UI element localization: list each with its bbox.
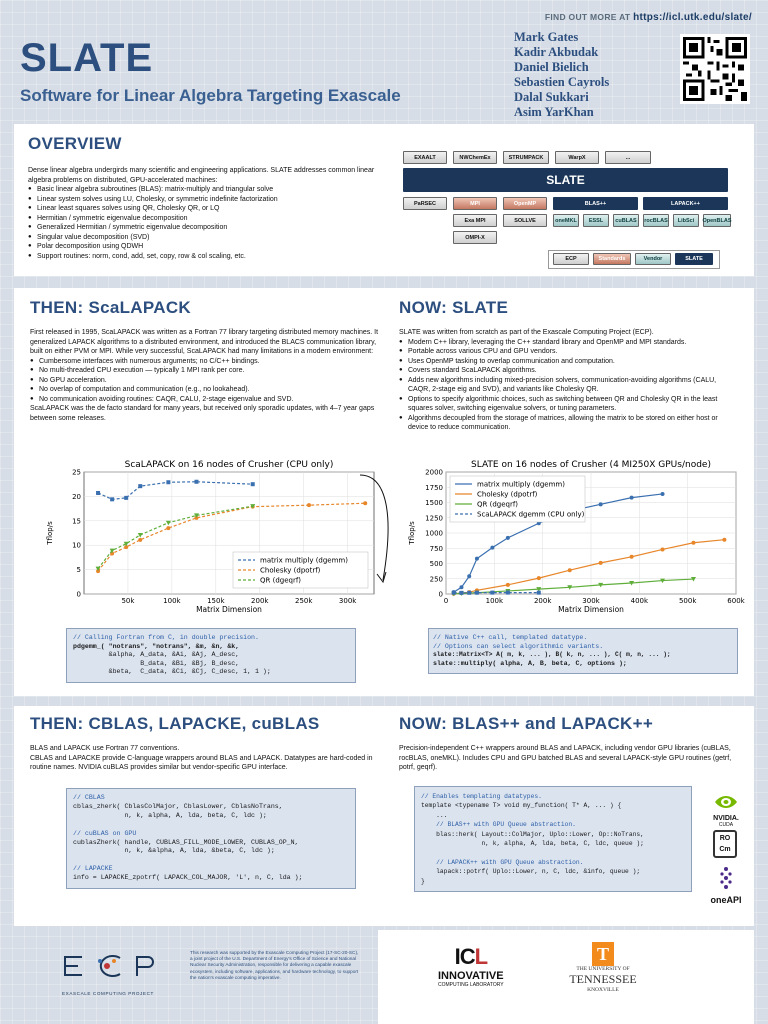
rocm-label-top: RO xyxy=(719,835,731,842)
funding-statement: This research was supported by the Exascale Computing Project (17-SC-20-SC), a joint project of the U.S. Department of Energy's Office of Science and National Nuclear Security Administration, responsible for delivering a capable exascale ecosystem, including software, applications, and hardware technology, to support the nation's exascale computing imperative. xyxy=(190,950,359,980)
oneapi-dots-icon xyxy=(716,866,736,890)
code-line: // Native C++ call, templated datatype. xyxy=(433,634,588,641)
legend-entry: Cholesky (dpotrf) xyxy=(477,490,538,499)
nvidia-label: NVIDIA. xyxy=(713,815,739,822)
y-tick-label: 0 xyxy=(438,590,443,599)
list-item: ● No multi-threaded CPU execution — typically 1 MPI rank per core. xyxy=(30,366,380,376)
y-tick-label: 25 xyxy=(72,468,81,477)
chart-title: ScaLAPACK on 16 nodes of Crusher (CPU only) xyxy=(124,460,334,470)
list-item: ● Hermitian / symmetric eigenvalue decomposition xyxy=(28,214,388,224)
x-tick-label: 250k xyxy=(294,597,313,605)
scalapack-chart xyxy=(42,458,382,628)
poster-subtitle: Software for Linear Algebra Targeting Exascale xyxy=(20,86,401,105)
data-point xyxy=(166,526,170,530)
code-line: // LAPACKE xyxy=(73,865,113,873)
oneapi-logo xyxy=(704,866,748,905)
data-point xyxy=(307,503,311,507)
oneapi-label: oneAPI xyxy=(710,895,742,905)
poster-title: SLATE xyxy=(20,36,154,80)
scalapack-bullets xyxy=(30,357,380,405)
stack-blaspp: BLAS++ xyxy=(553,197,638,210)
x-tick-label: 300k xyxy=(582,597,600,605)
legend-entry: QR (dgeqrf) xyxy=(260,576,302,585)
rocm-logo xyxy=(713,830,737,858)
now-slate-heading: NOW: SLATE xyxy=(399,298,509,317)
arrow-icon xyxy=(355,470,410,590)
code-line: pdgemm_( "notrans", "notrans", &m, &n, &k, xyxy=(73,642,240,650)
utk-line1: THE UNIVERSITY OF xyxy=(576,966,630,972)
y-tick-label: 1000 xyxy=(425,529,443,538)
code-line: // Calling Fortran from C, in double precision. xyxy=(73,634,259,641)
legend-entry: ScaLAPACK dgemm (CPU only) xyxy=(477,510,585,519)
data-point xyxy=(599,502,603,506)
stack-rocblas: rocBLAS xyxy=(643,214,669,227)
slate-text xyxy=(399,328,739,433)
author-name: Dalal Sukkari xyxy=(514,90,589,104)
list-item: ● Linear least squares solves using QR, Cholesky QR, or LQ xyxy=(28,204,388,214)
scalapack-paragraph: First released in 1995, ScaLAPACK was written as a Fortran 77 library targeting distributed memory machines. It generalized LAPACK algorithms to a distributed environment, and introduced the BLACS communication library, built on either PVM or MPI. While very successful, ScaLAPACK had many limitations in a modern environment: xyxy=(30,329,379,355)
legend-slate: SLATE xyxy=(675,253,713,265)
list-item: ● Covers standard ScaLAPACK algorithms. xyxy=(399,366,739,376)
cblas-text xyxy=(30,744,380,773)
blas-panel xyxy=(14,706,754,926)
data-point xyxy=(630,555,634,559)
data-point xyxy=(506,536,510,540)
code-line: n, k, alpha, A, lda, beta, C, ldc, queue ); xyxy=(421,840,644,848)
legend-entry: QR (dgeqrf) xyxy=(477,500,519,509)
stack-openmp: OpenMP xyxy=(503,197,547,210)
project-url-link[interactable]: https://icl.utk.edu/slate/ xyxy=(633,12,752,23)
data-point xyxy=(194,480,198,484)
icl-line1: INNOVATIVE xyxy=(438,970,504,982)
rocm-label-bottom: Cm xyxy=(719,846,731,853)
x-tick-label: 100k xyxy=(163,597,181,605)
utk-line2: TENNESSEE xyxy=(569,972,637,986)
overview-heading: OVERVIEW xyxy=(28,134,122,153)
list-item: ● Singular value decomposition (SVD) xyxy=(28,233,388,243)
x-tick-label: 200k xyxy=(251,597,269,605)
stack-parsec: PaRSEC xyxy=(403,197,447,210)
stack-slate: SLATE xyxy=(403,168,728,192)
code-line: cblas_zherk( CblasColMajor, CblasLower, CblasNoTrans, xyxy=(73,802,283,810)
scalapack-chart-svg xyxy=(42,458,382,628)
cblas-line: BLAS and LAPACK use Fortran 77 conventions. xyxy=(30,745,180,752)
x-tick-label: 600k xyxy=(727,597,745,605)
legend-standards: Standards xyxy=(593,253,631,265)
list-item: ● Uses OpenMP tasking to overlap communication and computation. xyxy=(399,357,739,367)
code-line: // Enables templating datatypes. xyxy=(421,793,542,800)
stack-sollve: SOLLVE xyxy=(503,214,547,227)
ecp-logo xyxy=(62,952,172,996)
nvidia-logo xyxy=(704,794,748,828)
legend-entry: matrix multiply (dgemm) xyxy=(260,556,348,565)
code-line: n, k, alpha, A, lda, beta, C, ldc ); xyxy=(73,811,267,819)
cuda-label: CUDA xyxy=(718,822,734,828)
slate-bullets xyxy=(399,338,739,433)
x-tick-label: 400k xyxy=(630,597,649,605)
code-line: // LAPACK++ with GPU Queue abstraction. xyxy=(421,858,584,866)
data-point xyxy=(722,538,726,542)
blaspp-paragraph: Precision-independent C++ wrappers around BLAS and LAPACK, including vendor GPU libraries (cuBLAS, rocBLAS, oneMKL). Includes CPU and GPU batched BLAS and several LAPACK-style GPU routines (getrf, potrf, geqrf). xyxy=(399,745,732,771)
scalapack-text xyxy=(30,328,380,423)
legend-entry: matrix multiply (dgemm) xyxy=(477,480,565,489)
code-line: &alpha, A_data, &Ai, &Aj, A_desc, xyxy=(73,651,240,659)
data-point xyxy=(452,591,456,595)
x-tick-label: 50k xyxy=(121,597,135,605)
y-tick-label: 1250 xyxy=(425,514,443,523)
slate-chart xyxy=(404,458,744,628)
list-item: ● Basic linear algebra subroutines (BLAS): matrix-multiply and triangular solve xyxy=(28,185,388,195)
stack-cublas: cuBLAS xyxy=(613,214,639,227)
ecp-logo-icon xyxy=(62,952,172,986)
data-point xyxy=(138,538,142,542)
institution-logos xyxy=(378,930,754,1024)
list-item: ● Cumbersome interfaces with numerous arguments; no C/C++ bindings. xyxy=(30,357,380,367)
stack-ompi-x: OMPI-X xyxy=(453,231,497,244)
data-point xyxy=(124,496,128,500)
data-point xyxy=(661,547,665,551)
code-line: B_data, &Bi, &Bj, B_desc, xyxy=(73,659,240,667)
data-point xyxy=(506,591,510,595)
code-line: cublasZherk( handle, CUBLAS_FILL_MODE_LOWER, CUBLAS_OP_N, xyxy=(73,838,299,846)
code-line: } xyxy=(421,877,425,885)
code-line: lapack::potrf( Uplo::Lower, n, C, ldc, &info, queue ); xyxy=(421,868,641,876)
x-tick-label: 500k xyxy=(678,597,697,605)
overview-bullets xyxy=(28,185,388,261)
code-line: ... xyxy=(421,811,448,819)
data-point xyxy=(630,496,634,500)
data-point xyxy=(166,480,170,484)
data-point xyxy=(661,492,665,496)
y-tick-label: 750 xyxy=(429,544,443,553)
code-line: // Options can select algorithmic variants. xyxy=(433,642,604,650)
author-list xyxy=(514,30,643,135)
list-item: ● No overlap of computation and communication (e.g., no lookahead). xyxy=(30,385,380,395)
find-out-more xyxy=(545,12,752,23)
list-item: ● Portable across various CPU and GPU vendors. xyxy=(399,347,739,357)
y-tick-label: 1500 xyxy=(425,499,443,507)
overview-text xyxy=(28,166,388,261)
code-line: &beta, C_data, &Ci, &Cj, C_desc, 1, 1 ); xyxy=(73,668,271,676)
utk-t-icon: T xyxy=(592,942,614,966)
x-tick-label: 100k xyxy=(485,597,504,605)
scalapack-closing: ScaLAPACK was the de facto standard for many years, but received only sporadic updates, with 4–7 year gaps between some releases. xyxy=(30,405,375,422)
data-point xyxy=(459,591,463,595)
now-blaspp-heading: NOW: BLAS++ and LAPACK++ xyxy=(399,714,654,733)
y-axis-label: Tflop/s xyxy=(46,521,54,545)
code-line: slate::Matrix<T> A( m, k, ... ), B( k, n, ... ), C( m, n, ... ); xyxy=(433,651,671,659)
stack-app-nwchemex: NWChemEx xyxy=(453,151,497,164)
code-line: template <typename T> void my_function( T* A, ... ) { xyxy=(421,802,622,810)
stack-app-strumpack: STRUMPACK xyxy=(503,151,549,164)
code-line: // CBLAS xyxy=(73,794,105,801)
list-item: ● Algorithms decoupled from the storage of matrices, allowing the matrix to be stored on either host or device to reduce communication. xyxy=(399,414,739,433)
data-point xyxy=(138,484,142,488)
slate-intro: SLATE was written from scratch as part of the Exascale Computing Project (ECP). xyxy=(399,329,654,336)
icl-mark: ICL xyxy=(454,944,488,969)
data-point xyxy=(568,568,572,572)
software-stack-diagram xyxy=(393,146,733,276)
author-name: Kadir Akbudak xyxy=(514,45,599,59)
y-tick-label: 250 xyxy=(429,575,443,584)
x-axis-label: Matrix Dimension xyxy=(558,605,624,614)
list-item: ● No GPU acceleration. xyxy=(30,376,380,386)
data-point xyxy=(475,591,479,595)
stack-app-exaalt: EXAALT xyxy=(403,151,447,164)
data-point xyxy=(467,574,471,578)
icl-line2: COMPUTING LABORATORY xyxy=(438,982,504,988)
slate-code-block xyxy=(428,628,738,674)
cblas-line: CBLAS and LAPACKE provide C-language wrappers around BLAS and LAPACK. Datatypes are hard-coded in routine names. NVIDIA cuBLAS provides similar but vendor-specific GPU interface. xyxy=(30,754,373,771)
ecp-label: EXASCALE COMPUTING PROJECT xyxy=(62,991,154,996)
stack-essl: ESSL xyxy=(583,214,609,227)
list-item: ● Generalized Hermitian / symmetric eigenvalue decomposition xyxy=(28,223,388,233)
list-item: ● Options to specify algorithmic choices, such as switching between QR and Cholesky QR in the least squares solver, switching eigenvalue solvers, or tuning parameters. xyxy=(399,395,739,414)
stack-exa-mpi: Exa MPI xyxy=(453,214,497,227)
list-item: ● Linear system solves using LU, Cholesky, or symmetric indefinite factorization xyxy=(28,195,388,205)
y-tick-label: 2000 xyxy=(425,468,443,477)
y-tick-label: 1750 xyxy=(425,483,443,492)
stack-app-more: ... xyxy=(605,151,651,164)
utk-line3: KNOXVILLE xyxy=(587,987,619,993)
poster-footer xyxy=(0,930,768,1024)
x-tick-label: 200k xyxy=(533,597,552,605)
y-axis-label: Tflop/s xyxy=(408,521,416,545)
code-line: // BLAS++ with GPU Queue abstraction. xyxy=(421,821,576,829)
qr-code-icon[interactable] xyxy=(680,34,750,104)
stack-onemkl: oneMKL xyxy=(553,214,579,227)
scalapack-code-block xyxy=(66,628,356,683)
stack-app-warpx: WarpX xyxy=(555,151,599,164)
data-point xyxy=(459,585,463,589)
x-tick-label: 300k xyxy=(338,597,357,605)
data-point xyxy=(96,491,100,495)
utk-logo xyxy=(548,942,658,993)
x-axis-label: Matrix Dimension xyxy=(196,605,262,614)
nvidia-eye-icon xyxy=(713,794,739,810)
data-point xyxy=(599,561,603,565)
blaspp-text xyxy=(399,744,744,773)
code-line: n, k, &alpha, A, lda, &beta, C, ldc ); xyxy=(73,847,275,855)
list-item: ● Modern C++ library, leveraging the C++ standard library and OpenMP and MPI standards. xyxy=(399,338,739,348)
chart-title: SLATE on 16 nodes of Crusher (4 MI250X GPUs/node) xyxy=(471,460,711,470)
data-point xyxy=(467,591,471,595)
stack-mpi: MPI xyxy=(453,197,497,210)
y-tick-label: 10 xyxy=(72,541,81,550)
data-point xyxy=(537,576,541,580)
y-tick-label: 15 xyxy=(72,517,81,526)
list-item: ● Polar decomposition using QDWH xyxy=(28,242,388,252)
code-line: // cuBLAS on GPU xyxy=(73,829,137,837)
y-tick-label: 20 xyxy=(72,492,81,501)
poster-header xyxy=(0,0,768,122)
cblas-code-block xyxy=(66,788,356,889)
y-tick-label: 5 xyxy=(76,566,81,575)
stack-lapackpp: LAPACK++ xyxy=(643,197,728,210)
legend-ecp: ECP xyxy=(553,253,589,265)
list-item: ● No communication avoiding routines: CAQR, CALU, 2-stage eigenvalue and SVD. xyxy=(30,395,380,405)
blaspp-code-block xyxy=(414,786,692,892)
y-tick-label: 500 xyxy=(429,560,443,568)
data-point xyxy=(490,546,494,550)
find-out-label: FIND OUT MORE AT xyxy=(544,12,634,22)
stack-libsci: LibSci xyxy=(673,214,699,227)
icl-logo xyxy=(438,944,504,988)
stack-openblas: OpenBLAS xyxy=(703,214,731,227)
data-point xyxy=(537,591,541,595)
legend-vendor: Vendor xyxy=(635,253,671,265)
x-tick-label: 0 xyxy=(443,597,449,605)
author-name: Sebastien Cayrols xyxy=(514,75,610,89)
code-line: blas::herk( Layout::ColMajor, Uplo::Lower, Op::NoTrans, xyxy=(421,830,644,838)
y-tick-label: 0 xyxy=(76,590,81,599)
legend-entry: Cholesky (dpotrf) xyxy=(260,566,321,575)
x-tick-label: 150k xyxy=(207,597,225,605)
list-item: ● Support routines: norm, cond, add, set, copy, row & col scaling, etc. xyxy=(28,252,388,262)
code-line: info = LAPACKE_zpotrf( LAPACK_COL_MAJOR, 'L', n, C, lda ); xyxy=(73,874,303,882)
author-name: Daniel Bielich xyxy=(514,60,589,74)
author-name: Mark Gates xyxy=(514,30,579,44)
slate-chart-svg xyxy=(404,458,744,628)
code-line: slate::multiply( alpha, A, B, beta, C, options ); xyxy=(433,659,627,667)
data-point xyxy=(490,591,494,595)
data-point xyxy=(506,583,510,587)
data-point xyxy=(691,541,695,545)
data-point xyxy=(251,482,255,486)
data-point xyxy=(110,497,114,501)
overview-intro: Dense linear algebra undergirds many scientific and engineering applications. SLATE addresses common linear algebra problems on distributed, GPU-accelerated machines: xyxy=(28,167,375,184)
author-name: Asim YarKhan xyxy=(514,105,594,119)
then-cblas-heading: THEN: CBLAS, LAPACKE, cuBLAS xyxy=(30,714,320,733)
then-scalapack-heading: THEN: ScaLAPACK xyxy=(30,298,191,317)
list-item: ● Adds new algorithms including mixed-precision solvers, communication-avoiding algorithms (CALU, CAQR, 2-stage eig and SVD), and variants like Cholesky QR. xyxy=(399,376,739,395)
data-point xyxy=(475,557,479,561)
